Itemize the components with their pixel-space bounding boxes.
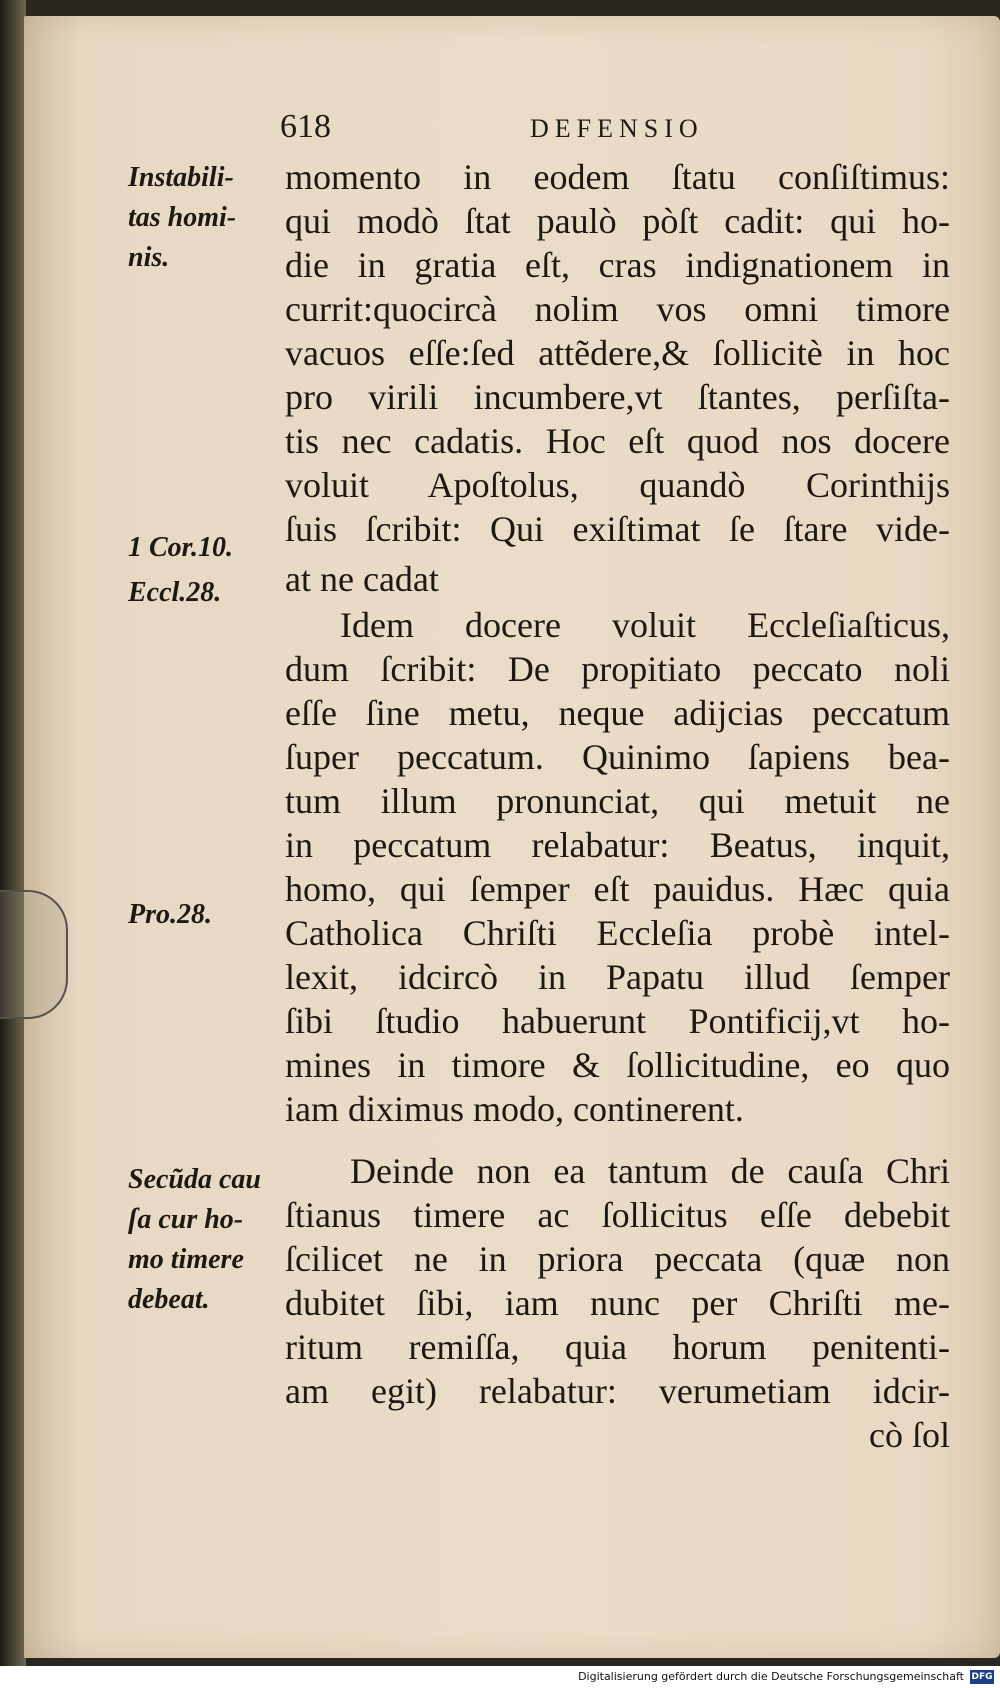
margin-note-pro (128, 895, 212, 935)
body-line: voluit Apoſtolus, quandò Corinthijs (285, 465, 950, 505)
margin-note-line: tas homi- (128, 202, 237, 233)
body-line-paragraph-start: Idem docere voluit Eccleſiaſticus, (340, 605, 950, 645)
catchword: cò ſol (869, 1415, 950, 1455)
body-line: am egit) relabatur: verumetiam idcir- (285, 1371, 950, 1411)
body-line: in peccatum relabatur: Beatus, inquit, (285, 825, 950, 865)
running-title: DEFENSIO (530, 114, 704, 143)
body-line: dum ſcribit: De propitiato peccato noli (285, 649, 950, 689)
margin-note-line: Instabili- (128, 162, 234, 193)
body-line: ſtianus timere ac ſollicitus eſſe debebit (285, 1195, 950, 1235)
body-line: mines in timore & ſollicitudine, eo quo (285, 1045, 950, 1085)
margin-note-line: Eccl.28. (128, 577, 222, 608)
margin-note-line: nis. (128, 242, 170, 273)
margin-note-secunda-causa (128, 1160, 261, 1320)
body-line: lexit, idcircò in Papatu illud ſemper (285, 957, 950, 997)
margin-note-line: debeat. (128, 1284, 210, 1315)
book-spine-edge (0, 0, 26, 1688)
body-line: ſuis ſcribit: Qui exiſtimat ſe ſtare vide- (285, 509, 950, 549)
body-line: momento in eodem ſtatu conſiſtimus: (285, 157, 950, 197)
margin-note-eccl (128, 573, 221, 613)
body-line: tum illum pronunciat, qui metuit ne (285, 781, 950, 821)
dfg-logo: DFG (971, 1672, 993, 1682)
margin-note-1cor (128, 528, 233, 568)
body-line: homo, qui ſemper eſt pauidus. Hæc quia (285, 869, 950, 909)
margin-note-line: Secũda cau (128, 1164, 261, 1195)
margin-note-line: ſa cur ho- (128, 1204, 244, 1235)
body-line: qui modò ſtat paulò pòſt cadit: qui ho- (285, 201, 950, 241)
body-line: iam diximus modo, continerent. (285, 1089, 744, 1129)
body-line: ſuper peccatum. Quinimo ſapiens bea- (285, 737, 950, 777)
body-line: ſibi ſtudio habuerunt Pontificij,vt ho- (285, 1001, 950, 1041)
body-line: at ne cadat (285, 559, 439, 599)
digitization-footer (0, 1666, 1000, 1688)
page-number: 618 (280, 108, 331, 145)
body-line: eſſe ſine metu, neque adijcias peccatum (285, 693, 950, 733)
body-line: die in gratia eſt, cras indignationem in (285, 245, 950, 285)
margin-note-line: Pro.28. (128, 899, 212, 930)
body-line: vacuos eſſe:ſed attẽdere,& ſollicitè in hoc (285, 333, 950, 373)
body-line: ſcilicet ne in priora peccata (quæ non (285, 1239, 950, 1279)
body-line: Catholica Chriſti Eccleſia probè intel- (285, 913, 950, 953)
margin-note-instabilitas (128, 158, 236, 278)
footer-text: Digitalisierung gefördert durch die Deutsche Forschungsgemeinschaft (578, 1670, 964, 1683)
margin-note-line: mo timere (128, 1244, 244, 1275)
body-line: ritum remiſſa, quia horum penitenti- (285, 1327, 950, 1367)
body-line: tis nec cadatis. Hoc eſt quod nos docere (285, 421, 950, 461)
body-line: currit:quocircà nolim vos omni timore (285, 289, 950, 329)
body-line: dubitet ſibi, iam nunc per Chriſti me- (285, 1283, 950, 1323)
body-line-paragraph-start: Deinde non ea tantum de cauſa Chri (350, 1151, 950, 1191)
margin-note-line: 1 Cor.10. (128, 532, 234, 563)
page-clip (0, 890, 68, 1019)
body-line: pro virili incumbere,vt ſtantes, perſiſta- (285, 377, 950, 417)
